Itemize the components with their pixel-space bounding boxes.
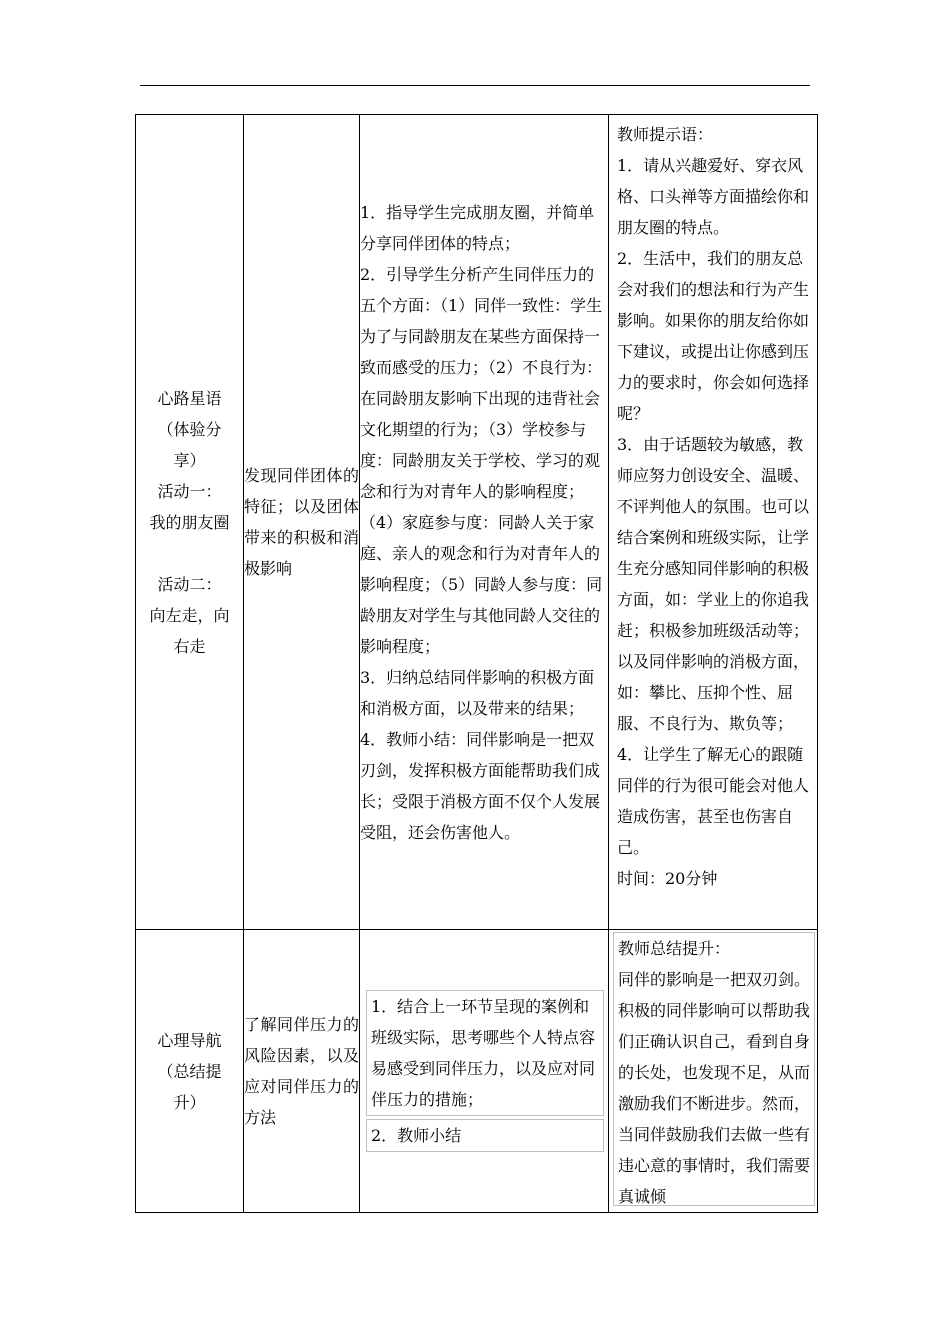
stage-line: 右走 bbox=[173, 636, 206, 656]
stage-line: 我的朋友圈 bbox=[149, 512, 230, 532]
stage-line: 心路星语 bbox=[157, 388, 222, 408]
lesson-plan-table bbox=[135, 114, 818, 1213]
header-rule bbox=[140, 85, 810, 86]
table-row bbox=[136, 930, 818, 1213]
process-cell bbox=[360, 115, 609, 930]
process-step: 2．教师小结 bbox=[366, 1119, 604, 1152]
tip-item: 4．让学生了解无心的跟随同伴的行为很可能会对他人造成伤害，甚至也伤害自己。 bbox=[617, 745, 810, 857]
tips-cell bbox=[609, 930, 818, 1213]
tips-cell bbox=[609, 115, 818, 930]
tips-box bbox=[613, 932, 815, 1206]
process-step: 1．指导学生完成朋友圈，并简单分享同伴团体的特点； bbox=[360, 202, 595, 253]
process-step: 4．教师小结：同伴影响是一把双刃剑，发挥积极方面能帮助我们成长；受限于消极方面不仅个人发展受阻，还会伤害他人。 bbox=[360, 729, 601, 842]
stage-line: 享） bbox=[173, 450, 206, 470]
tip-item: 2．生活中，我们的朋友总会对我们的想法和行为产生影响。如果你的朋友给你如下建议，或提出让你感到压力的要求时，你会如何选择呢？ bbox=[617, 249, 810, 423]
tip-item: 同伴的影响是一把双刃剑。积极的同伴影响可以帮助我们正确认识自己，看到自身的长处，也发现不足，从而激励我们不断进步。然而，当同伴鼓励我们去做一些有违心意的事情时，我们需要真诚倾 bbox=[618, 970, 811, 1206]
tip-item: 1．请从兴趣爱好、穿衣风格、口头禅等方面描绘你和朋友圈的特点。 bbox=[617, 156, 810, 237]
process-step: 2．引导学生分析产生同伴压力的五个方面：（1）同伴一致性：学生为了与同龄朋友在某些方面保持一致而感受的压力；（2）不良行为：在同龄朋友影响下出现的违背社会文化期望的行为；（3）学校参与度：同龄朋友关于学校、学习的观念和行为对青年人的影响程度；（4）家庭参与度：同龄人关于家庭、亲人的观念和行为对青年人的影响程度；（5）同龄人参与度：同龄朋友对学生与其他同龄人交往的影响程度； bbox=[360, 264, 603, 656]
stage-cell bbox=[136, 930, 244, 1213]
stage-line: （体验分 bbox=[157, 419, 222, 439]
stage-line: 向左走，向 bbox=[149, 605, 230, 625]
stage-line: 活动二： bbox=[157, 574, 222, 594]
table-row bbox=[136, 115, 818, 930]
process-step: 3．归纳总结同伴影响的积极方面和消极方面，以及带来的结果； bbox=[360, 667, 595, 718]
tip-item: 3．由于话题较为敏感，教师应努力创设安全、温暖、不评判他人的氛围。也可以结合案例和班级实际，让学生充分感知同伴影响的积极方面，如：学业上的你追我赶；积极参加班级活动等；以及同伴影响的消极方面，如：攀比、压抑个性、屈服、不良行为、欺负等； bbox=[617, 435, 810, 733]
stage-line: （总结提 bbox=[157, 1061, 222, 1081]
stage-line: 升） bbox=[173, 1092, 206, 1112]
time-note: 时间：20分钟 bbox=[617, 869, 718, 888]
tips-heading: 教师总结提升： bbox=[618, 939, 731, 958]
stage-spacer bbox=[136, 538, 243, 569]
goal-cell: 发现同伴团体的特征；以及团体带来的积极和消极影响 bbox=[244, 115, 360, 930]
stage-line: 活动一： bbox=[157, 481, 222, 501]
tips-heading: 教师提示语： bbox=[617, 125, 714, 144]
stage-cell bbox=[136, 115, 244, 930]
process-cell bbox=[360, 930, 609, 1213]
process-step: 1．结合上一环节呈现的案例和班级实际，思考哪些个人特点容易感受到同伴压力，以及应对同伴压力的措施； bbox=[366, 990, 604, 1116]
goal-cell: 了解同伴压力的风险因素，以及应对同伴压力的方法 bbox=[244, 930, 360, 1213]
stage-line: 心理导航 bbox=[157, 1030, 222, 1050]
